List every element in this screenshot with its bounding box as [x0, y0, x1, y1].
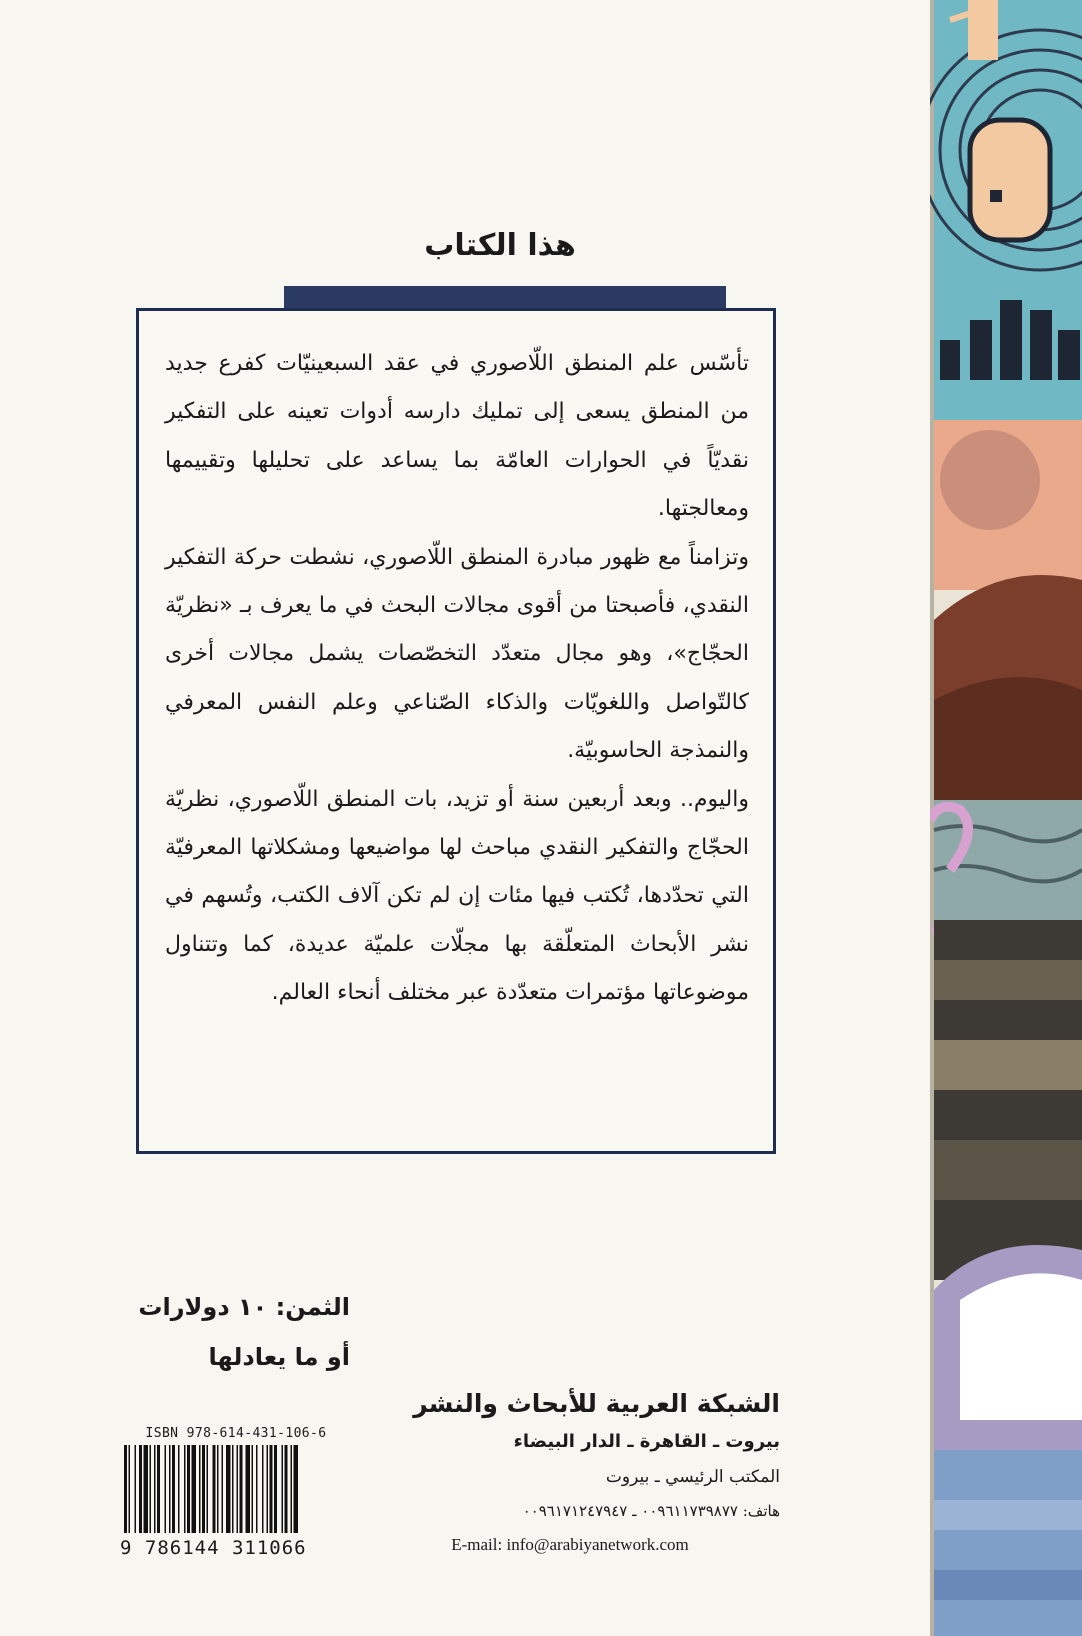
price-equivalent: أو ما يعادلها [208, 1343, 350, 1371]
barcode-bar [274, 1445, 277, 1533]
barcode-bar [199, 1445, 201, 1533]
barcode-bar [169, 1445, 171, 1533]
publisher-name: الشبكة العربية للأبحاث والنشر [413, 1389, 780, 1418]
barcode-bar [267, 1445, 269, 1533]
barcode-bar [294, 1445, 299, 1533]
description-text [165, 340, 749, 1018]
paragraph-3: واليوم.. وبعد أربعين سنة أو تزيد، بات المنطق اللّاصوري، نظريّة الحجّاج والتفكير النقدي مباحث لها مواضيعها ومشكلاتها المعرفيّة التي تحدّدها، تُكتب فيها مئات إن لم تكن آلاف الكتب، وتُسهم في نشر الأبحاث المتعلّقة بها مجلّات علميّة عديدة، كما وتتناول موضوعاتها مؤتمرات متعدّدة عبر مختلف أنحاء العالم. [165, 786, 749, 1006]
barcode-bar [262, 1445, 264, 1533]
barcode-bar [192, 1445, 197, 1533]
publisher-cities: بيروت ـ القاهرة ـ الدار البيضاء [513, 1431, 780, 1452]
price-block [120, 1282, 350, 1382]
barcode-bar [165, 1445, 167, 1533]
barcode-bar [252, 1445, 254, 1533]
barcode-bar [207, 1445, 209, 1533]
barcode-bar [187, 1445, 190, 1533]
barcode-bar [213, 1445, 216, 1533]
publisher-office: المكتب الرئيسي ـ بيروت [605, 1467, 780, 1487]
barcode-bar [184, 1445, 186, 1533]
isbn-digits: 9 786144 311066 [120, 1537, 307, 1559]
section-title: هذا الكتاب [424, 228, 576, 263]
barcode-bar [172, 1445, 175, 1533]
barcode-bar [129, 1445, 131, 1533]
barcode-bar [157, 1445, 160, 1533]
barcode-bar [124, 1445, 127, 1533]
barcode-bar [144, 1445, 149, 1533]
barcode-bar [154, 1445, 156, 1533]
barcode-bar [240, 1445, 243, 1533]
barcode-bar [139, 1445, 142, 1533]
barcode-bar [202, 1445, 205, 1533]
barcode-bar [246, 1445, 251, 1533]
barcode-bar [217, 1445, 219, 1533]
paragraph-1: تأسّس علم المنطق اللّاصوري في عقد السبعينيّات كفرع جديد من المنطق يسعى إلى تمليك دارسه أدوات تعينه على التفكير نقديّاً في الحوارات العامّة بما يساعد على تحليلها وتقييمها ومعالجتها. [165, 351, 749, 522]
decorative-illustration [930, 0, 1082, 1636]
barcode-bar [256, 1445, 258, 1533]
barcode-bar [237, 1445, 239, 1533]
barcode-bar [135, 1445, 137, 1533]
title-accent-bar [284, 286, 726, 308]
barcode-bar [226, 1445, 231, 1533]
barcode-bar [222, 1445, 224, 1533]
isbn-label: ISBN 978-614-431-106-6 [145, 1426, 327, 1441]
publisher-email: E-mail: info@arabiyanetwork.com [451, 1535, 689, 1554]
barcode-bar [270, 1445, 273, 1533]
barcode-bar [178, 1445, 180, 1533]
barcode-bar [232, 1445, 234, 1533]
barcode-graphic [120, 1445, 352, 1537]
cover-artwork-strip [930, 0, 1082, 1636]
barcode-bar [150, 1445, 152, 1533]
publisher-block [400, 1384, 780, 1562]
isbn-barcode-block [120, 1426, 352, 1559]
price-line: الثمن: ١٠ دولارات [138, 1293, 350, 1321]
barcode-bar [291, 1445, 293, 1533]
barcode-bar [285, 1445, 288, 1533]
barcode-bar [282, 1445, 284, 1533]
paragraph-2: وتزامناً مع ظهور مبادرة المنطق اللّاصوري، نشطت حركة التفكير النقدي، فأصبحتا من أقوى مجالات البحث في ما يعرف بـ «نظريّة الحجّاج»، وهو مجال متعدّد التخصّصات يشمل مجالات أخرى كالتّواصل واللغويّات والذكاء الصّناعي وعلم النفس المعرفي والنمذجة الحاسوبيّة. [165, 544, 749, 764]
publisher-phone: هاتف: ٠٠٩٦١١٧٣٩٨٧٧ ـ ٠٠٩٦١٧١٢٤٧٩٤٧ [522, 1502, 780, 1520]
